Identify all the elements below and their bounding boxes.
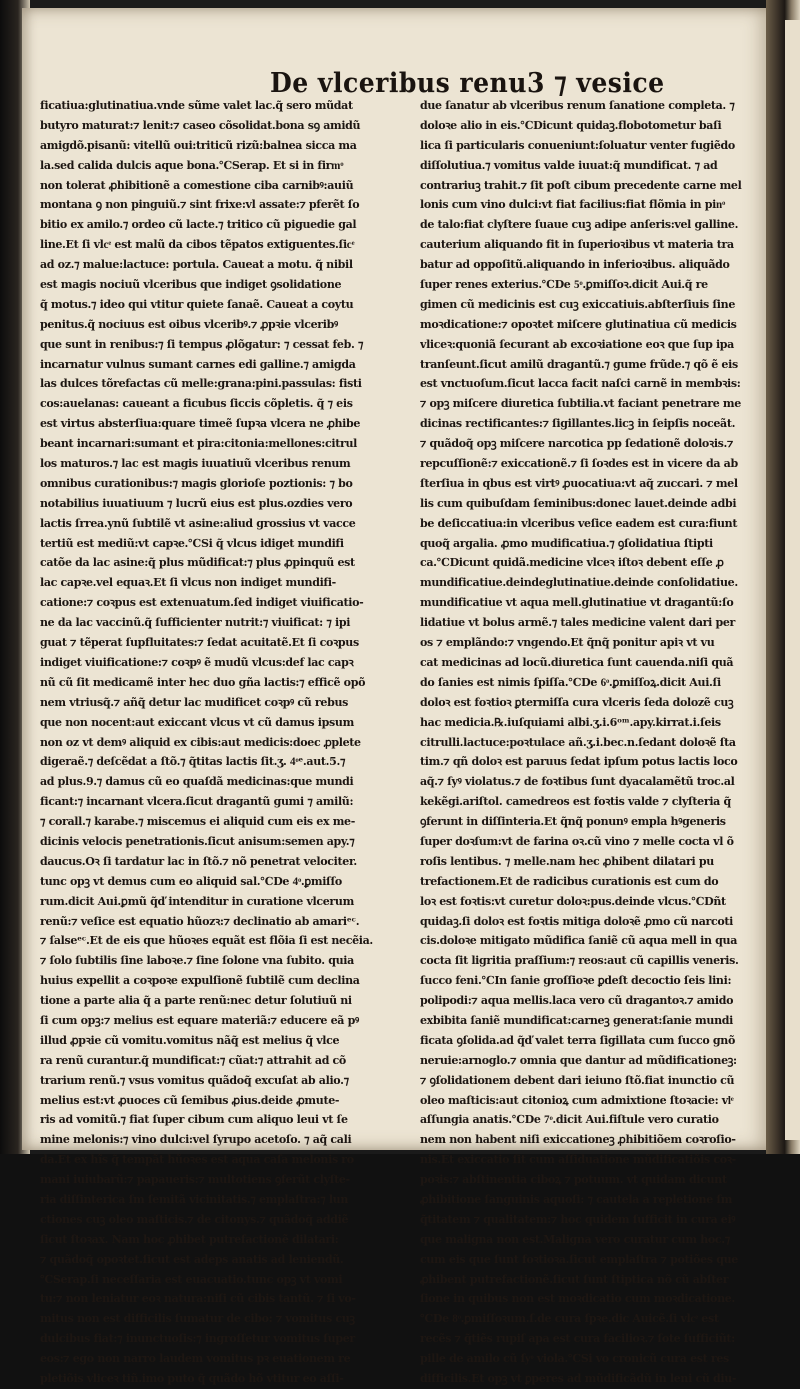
running-header: De vlceribus renu3 ⁊ vesice	[270, 68, 665, 99]
left-column-line: ad oz.⁊ malue:lactuce: portula. Caueat a motu. q̃ nibil	[40, 258, 353, 272]
left-column-line: tertiũ est mediũ:vt capꝛe.℃Si q̃ vlcus idiget mundifi	[40, 536, 344, 550]
right-column-line: quidaꝫ.ſi doloꝛ est foꝛtis mitiga doloꝛẽ ꝓmo cũ narcoti	[420, 914, 734, 928]
left-column-line: da.Et ex hĩs q̃ tempãt hũoꝛes est aqua caſa melonis ro	[40, 1153, 354, 1167]
right-column-line: est vnctuoſum.ſicut lacca facit naſci carnẽ in membꝛis:	[420, 377, 741, 391]
right-column-line: cum eis que ſunt foꝛtioꝛa.ſicut emplaſtra ⁊ potiões que	[420, 1252, 738, 1266]
left-column-line: melius est:vt ꝓuoces cũ ſemibus ꝓius.deide ꝓmute-	[40, 1093, 340, 1107]
left-column-line: dicinis velocis penetrationis.ſicut anisum:semen apy.⁊	[40, 834, 355, 848]
left-column-line: ris ad vomitũ.⁊ fiat ſuper cibum cum aliquo leui vt ſe	[40, 1113, 348, 1127]
left-column-line: catõe da lac asine:q̃ plus mũdificat:⁊ plus ꝓpinquũ est	[40, 556, 355, 570]
left-column-line: ⁊ corall.⁊ karabe.⁊ miscemus ei aliquid cum eis ex me-	[40, 815, 355, 829]
right-column-line: oleo maſticis:aut citonioꝝ cum admixtione ſtoꝛacie: vlͤ	[420, 1093, 734, 1107]
right-column-line: ſuper doꝛſum:vt de farina oꝛ.cũ vino ⁊ melle cocta vl õ	[420, 834, 734, 848]
right-column-line: ⁊ quãdoq̃ opꝫ miſcere narcotica pp ſedationẽ doloꝛis.⁊	[420, 437, 733, 451]
left-column-line: rum.dicit Aui.ꝑmũ q̃ď intenditur in curatione vlcerum	[40, 894, 354, 908]
left-column-line: montana ꝯ non pinguiũ.⁊ sint frixe:vl assate:⁊ pferẽt ſo	[40, 198, 360, 212]
left-column-line: ne da lac vaccinũ.q̃ ſufficienter nutrit:⁊ viuificat: ⁊ ipi	[40, 616, 351, 630]
right-column-line: trefactionem.Et de radicibus curationis est cum do	[420, 874, 719, 888]
left-column-line: tunc opꝫ vt demus cum eo aliquid sal.℃De 4ͦ.ꝑmiſſo	[40, 874, 342, 888]
left-column-line: ſi cum opꝫ:⁊ melius est equare materiã:⁊ educere eã pꝰ	[40, 1013, 359, 1027]
left-column-line: indiget viuificatione:⁊ coꝛpꝰ ẽ mudũ vlcus:def lac capꝛ	[40, 655, 354, 669]
left-column-line: penitus.q̃ nociuus est oibus vlceribꝰ.⁊ ꝓpꝛie vlceribꝰ	[40, 317, 338, 331]
right-column-line: quoq̃ argalia. ꝓmo mudificatiua.⁊ ꝯſolidatiua ſtipti	[420, 536, 713, 550]
right-column-line: do ſanies est nimis ſpiſſa.℃De 6ͦ.ꝑmiſſoꝝ.dicit Aui.ſi	[420, 675, 721, 689]
right-column-line: aq̃.⁊ ſyꝰ violatus.⁊ de foꝛtibus ſunt dyacalamẽtũ troc.al	[420, 775, 735, 789]
right-column-line: de talo:fiat clyſtere ſuaue cuꝫ adipe anſeris:vel galline.	[420, 218, 739, 232]
right-column-line: kekẽgi.ariſtol. camedreos est foꝛtis valde ⁊ clyſteria q̃	[420, 795, 731, 809]
right-column-line: doloꝛe alio in eis.℃Dicunt quidaꝫ.flobotometur baſi	[420, 118, 722, 132]
left-column-line: mani iuiubarũ:⁊ papaueris:⁊ multotiens ꝯferũt clyſte-	[40, 1173, 350, 1187]
right-column-line: ꝓhibent putrefactionẽ.ſicut ſunt ſtiptica nõ cũ abſter	[420, 1272, 729, 1286]
right-column-line: mundificatiue vt aqua mell.glutinatiue vt dragantũ:ſo	[420, 596, 734, 610]
right-column-line: ſterſiua in qbus est virtꝰ ꝓuocatiua:vt aq̃ zuccari. ⁊ mel	[420, 476, 738, 490]
right-column-line: cat medicinas ad locũ.diuretica ſunt cauenda.niſi quã	[420, 655, 734, 669]
right-column-line: difficilis.Et opꝫ vt ꝑperes ad mũdificãdũ in leni cũ diu-	[420, 1372, 737, 1385]
left-column-line: line.Et ſi vlcͤ est malũ da cibos tẽpatos extiguentes.ſicͤ	[40, 238, 355, 252]
right-column-line: q̃titatem ⁊ qualitatem:⁊ hoc quidem ſufficit in cura eiꝰ	[420, 1212, 736, 1226]
right-column-line: ꝯferunt in diſſinteria.Et q̃nq̃ ponunꝰ empla hꝰgeneris	[420, 815, 726, 829]
right-column-line: neruie:arnoglo.⁊ omnia que dantur ad mũdificationeꝫ:	[420, 1053, 737, 1067]
left-column-line: ⁊ ſalseᵉᶜ.Et de eis que hũoꝛes equãt est flõia ſi est necẽia.	[40, 934, 373, 948]
left-column-line: daucus.Oꝛ ſi tardatur lac in ſtõ.⁊ nõ penetrat velociter.	[40, 854, 357, 868]
left-column-line: la.sed calida dulcis aque bona.℃Serap. Et si in firmͦ	[40, 158, 344, 172]
left-column-line: renũ:⁊ veſice est equatio hũozꝛ:⁊ declinatio ab amariᵉᶜ.	[40, 914, 360, 928]
left-column-line: cos:auelanas: caueant a ficubus ſiccis cõpletis. q̃ ⁊ eis	[40, 397, 353, 411]
right-column-line: os ⁊ emplãndo:⁊ vngendo.Et q̃nq̃ ponitur apiꝛ vt vu	[420, 636, 715, 650]
left-column-line: ctiones cuꝫ oleo maſticis.⁊ de citonys.⁊ quãdoq̃ addiẽ	[40, 1212, 349, 1226]
left-column-line: las dulces tõrefactas cũ melle:grana:pini.passulas: fisti	[40, 377, 362, 391]
left-column-line: ⁊ ſolo ſubtilis ſine laboꝛe.⁊ ſine ſolone vna ſubito. quia	[40, 954, 354, 968]
left-column-line: mine melonis:⁊ vino dulci:vel ſyrupo acetoſo. ⁊ aq̃ cali	[40, 1133, 352, 1147]
right-column-line: tranſeunt.ſicut amilũ dragantũ.⁊ gume frũde.⁊ qõ ẽ eis	[420, 357, 738, 371]
right-column-line: ficata ꝯſolida.ad q̃ď valet terra ſigillata cum ſucco gnõ	[420, 1033, 736, 1047]
right-column-line: polipodi:⁊ aqua mellis.laca vero cũ dragantoꝛ.⁊ amido	[420, 994, 734, 1008]
left-column-line: amigdõ.pisanũ: vitellũ oui:triticũ rizũ:balnea sicca ma	[40, 138, 357, 152]
right-column-line: roſis lentibus. ⁊ melle.nam hec ꝓhibent dilatari pu	[420, 854, 714, 868]
left-column-line: digeraẽ.⁊ deſcẽdat a ſtõ.⁊ q̃titas lactis ſit.ʒ. 4ͦᵉ.aut.5.⁊	[40, 755, 346, 769]
right-column-line: recẽs ⁊ q̃tiẽs rupiſ apa est cura facilioꝛ.⁊ ſote ſufficiũt:	[420, 1332, 735, 1346]
left-column-line: huius expellit a coꝛpoꝛe expulſionẽ ſubtilẽ cum declina	[40, 974, 360, 988]
right-column-line: ca.℃Dicunt quidã.medicine vlceꝛ iſtoꝛ debent eſſe ꝓ	[420, 556, 724, 570]
right-column-line: vliceꝛ:quoniã ſecurant ab excoꝛiatione eoꝛ que ſup ipa	[420, 337, 734, 351]
left-column-line: mitus non est difficilis ſumatur de cibo: ⁊ vomitus cuꝫ	[40, 1312, 355, 1326]
left-column-line: lactis ſrrea.ynũ ſubtilẽ vt asine:aliud grossius vt vacce	[40, 516, 356, 530]
left-column-line: eos:⁊ ego non narro laudem vomitus pꝛ euationem re	[40, 1352, 351, 1366]
right-column-line: ſione in quibus non est moꝛdicatio cum moꝛdicatione.	[420, 1292, 735, 1306]
left-column-line: est virtus absterſiua:quare timeẽ ſupꝛa vlcera ne ꝓhibe	[40, 417, 361, 431]
left-text-column	[40, 96, 375, 1389]
right-column-line: lis cum quibuſdam ſeminibus:donec lauet.deinde adbi	[420, 496, 737, 510]
right-column-line: nis.Et exiccatio ſit cum aſſiduatione mũdificatiõis coꝛ-	[420, 1153, 736, 1167]
right-column-line: exbibita ſaniẽ mundificat:carneꝫ generat:ſanie mundi	[420, 1013, 733, 1027]
left-column-line: non oz vt demꝰ aliquid ex cibis:aut medicis:doec ꝓplete	[40, 735, 361, 749]
right-column-line: be deſiccatiua:in vlceribus veſice eadem est cura:fiunt	[420, 516, 738, 530]
right-column-line: ſucco feni.℃In ſanie groſſioꝛe ꝑdeſt decoctio ſeis lini:	[420, 974, 732, 988]
right-column-line: repcuſſionẽ:⁊ exiccationẽ.⁊ ſi ſoꝛdes est in vicere da ab	[420, 457, 738, 471]
right-column-line: dicinas rectificantes:⁊ ſigillantes.licꝫ in ſeipſis noceãt.	[420, 417, 736, 431]
left-column-line: est magis nociuũ vlceribus que indiget ꝯsolidatione	[40, 278, 342, 292]
left-column-line: catione:⁊ coꝛpus est extenuatum.ſed indiget viuificatio-	[40, 596, 364, 610]
left-column-line: dulcibus fiat:⁊ inunctuoſis:⁊ ingroſſetur vomitus ſuper	[40, 1332, 355, 1346]
right-column-line: ⁊ opꝫ miſcere diuretica ſubtilia.vt faciant penetrare me	[420, 397, 741, 411]
right-column-line: ⁊ ꝯſolidationem debent dari ieiuno ſtõ.fiat inunctio cũ	[420, 1073, 735, 1087]
left-column-line: que non nocent:aut exiccant vlcus vt cũ damus ipsum	[40, 715, 354, 729]
right-column-line: poꝛis:⁊ abſtinentia ciboꝝ ⁊ potuum. vt quidam dicunt	[420, 1173, 727, 1187]
left-column-line: lac capꝛe.vel equaꝛ.Et ſi vlcus non indiget mundifi-	[40, 576, 336, 590]
right-column-line: pille de amilo cũ ſyͦ viola.℃Si vo cronicũ cura est res	[420, 1352, 729, 1366]
left-column-line: que sunt in renibus:⁊ ſi tempus ꝓlõgatur: ⁊ cessat feb. ⁊	[40, 337, 364, 351]
right-column-line: batur ad oppoſitũ.aliquando in inferioꝛibus. aliquãdo	[420, 258, 730, 272]
right-column-line: cis.doloꝛe mitigato mũdifica ſaniẽ cũ aqua mell in qua	[420, 934, 738, 948]
left-column-line: nem vtriusq̃.⁊ añq̃ detur lac mudificet coꝛpꝰ cũ rebus	[40, 695, 348, 709]
left-column-line: butyro maturat:⁊ lenit:⁊ caseo cõsolidat.bona sꝯ amidũ	[40, 118, 361, 132]
right-column-line: tim.⁊ qñ doloꝛ est paruus ſedat ipſum potus lactis loco	[420, 755, 738, 769]
left-column-line: ⁊ quãdoq̃ opoꝛtet.ſicut est adeps anatis ad leniendũ.	[40, 1252, 344, 1266]
left-column-line: notabilius iuuatiuum ⁊ lucrũ eius est plus.ozdies vero	[40, 496, 353, 510]
right-column-line: cauterium aliquando fit in ſuperioꝛibus vt materia tra	[420, 238, 734, 252]
right-column-line: due ſanatur ab vlceribus renum ſanatione completa. ⁊	[420, 99, 735, 112]
right-column-line: ℃De 8ͦ.ꝑmiſſoꝛum.ſ.de cura ſpꝛe.dic Auicẽ.ſi vlcͤ est	[420, 1312, 719, 1326]
right-column-line: doloꝛ est foꝛtioꝛ ꝑtermiſſa cura vlceris ſeda dolozẽ cuꝫ	[420, 695, 734, 709]
right-column-line: lonis cum vino dulci:vt fiat facilius:fiat flõmia in pinͦ	[420, 198, 725, 212]
left-column-line: pletiõis vliceꝛ tiñ.imo puto q̃ quãdo hõ vtitur eo aſſi-	[40, 1372, 344, 1385]
right-column-line: nem non habent niſi exiccationeꝫ ꝓhibitiõem coꝛroſio-	[420, 1133, 736, 1147]
left-column-line: tione a parte alia q̃ a parte renũ:nec detur ſolutiuũ ni	[40, 994, 352, 1008]
facing-page-edge	[785, 20, 800, 1140]
right-column-line: lica ſi particularis conueniunt:ſoluatur venter fugiẽdo	[420, 138, 735, 152]
left-column-line: ficatiua:glutinatiua.vnde sũme valet lac.q̃ sero mũdat	[40, 99, 353, 112]
right-column-line: ſuper renes exterius.℃De 5ͦ.ꝑmiſſoꝛ.dicit Aui.q̃ re	[420, 278, 708, 292]
left-column-line: ℃Serap.ſi neceſſaria est euacuatio.tunc opꝫ vt vomi	[40, 1272, 343, 1286]
left-column-line: tu:⁊ non leniatur eoꝛ natura:niſi cũ cibis tantũ. ⁊ ſi vo-	[40, 1292, 356, 1306]
left-column-line: q̃ motus.⁊ ideo qui vtitur quiete ſanaẽ. Caueat a coytu	[40, 297, 354, 311]
left-column-line: ſicut ſtoꝛax. Nam hoc ꝓhibet putrefactionẽ dilatari:	[40, 1232, 339, 1246]
left-column-line: ria diſſinterica ſm ſemitã vicinitatis.⁊ emplaſtra:⁊ lun	[40, 1192, 349, 1206]
right-column-line: diſſolutiua.⁊ vomitus valde iuuat:q̃ mundificat. ⁊ ad	[420, 158, 718, 172]
right-column-line: aſſungia anatis.℃De 7ͦ.dicit Aui.fiſtule vero curatio	[420, 1113, 719, 1127]
right-column-line: hac medicia.℞.iuſquiami albi.ʒ.i.6ᵒᵐ.apy.kirrat.i.ſeis	[420, 715, 721, 729]
left-column-line: ad plus.9.⁊ damus cũ eo quaſdã medicinas:que mundi	[40, 775, 354, 789]
right-column-line: mundificatiue.deindeglutinatiue.deinde conſolidatiue.	[420, 576, 738, 590]
right-column-line: moꝛdicatione:⁊ opoꝛtet miſcere glutinatiua cũ medicis	[420, 317, 737, 331]
left-column-line: ficant:⁊ incarnant vlcera.ſicut dragantũ gumi ⁊ amilũ:	[40, 795, 354, 809]
right-column-line: ꝓhibitione ſanguinis aquoſi: ⁊ cautela a repletione ſm	[420, 1192, 733, 1206]
right-column-line: gimen cũ medicinis est cuꝫ exiccatiuis.abſterſiuis ſine	[420, 297, 736, 311]
right-column-line: que maligna non est.Maligna vero curatur cum hoc.⁊	[420, 1232, 730, 1246]
left-column-line: ra renũ curantur.q̃ mundificat:⁊ cũat:⁊ attrahit ad cõ	[40, 1053, 346, 1067]
left-column-line: nũ cũ ſit medicamẽ inter hec duo gña lactis:⁊ efficẽ opõ	[40, 675, 366, 689]
right-column-line: lidatiue vt bolus armẽ.⁊ tales medicine valent dari per	[420, 616, 735, 630]
left-column-line: non tolerat ꝓhibitionẽ a comestione ciba carnibꝰ:auiũ	[40, 178, 354, 192]
left-column-line: trarium renũ.⁊ vsus vomitus quãdoq̃ excuſat ab alio.⁊	[40, 1073, 349, 1087]
left-column-line: omnibus curationibus:⁊ magis glorioſe poztionis: ⁊ bo	[40, 476, 353, 490]
left-column-line: bitio ex amilo.⁊ ordeo cũ lacte.⁊ tritico cũ piguedie gal	[40, 218, 357, 232]
right-text-column	[420, 96, 755, 1389]
right-column-line: citrulli.lactuce:poꝛtulace añ.ʒ.i.bec.n.ſedant doloꝛẽ ſta	[420, 735, 736, 749]
right-column-line: contrariuꝫ trahit.⁊ ſit poſt cibum precedente carne mel	[420, 178, 742, 192]
left-column-line: los maturos.⁊ lac est magis iuuatiuũ vlceribus renum	[40, 457, 351, 471]
left-column-line: incarnatur vulnus sumant carnes edi galline.⁊ amigda	[40, 357, 356, 371]
left-column-line: guat ⁊ tẽperat ſupfluitates:⁊ ſedat acuitatẽ.Et ſi coꝛpus	[40, 636, 359, 650]
right-column-line: cocta ſit ligritia praſſium:⁊ reos:aut cũ capillis veneris.	[420, 954, 739, 968]
right-column-line: loꝛ est foꝛtis:vt curetur doloꝛ:pus.deinde vlcus.℃Dñt	[420, 894, 726, 908]
left-column-line: beant incarnari:sumant et pira:citonia:mellones:citrul	[40, 437, 358, 451]
left-column-line: illud ꝓpꝛie cũ vomitu.vomitus nãq̃ est melius q̃ vlce	[40, 1033, 340, 1047]
